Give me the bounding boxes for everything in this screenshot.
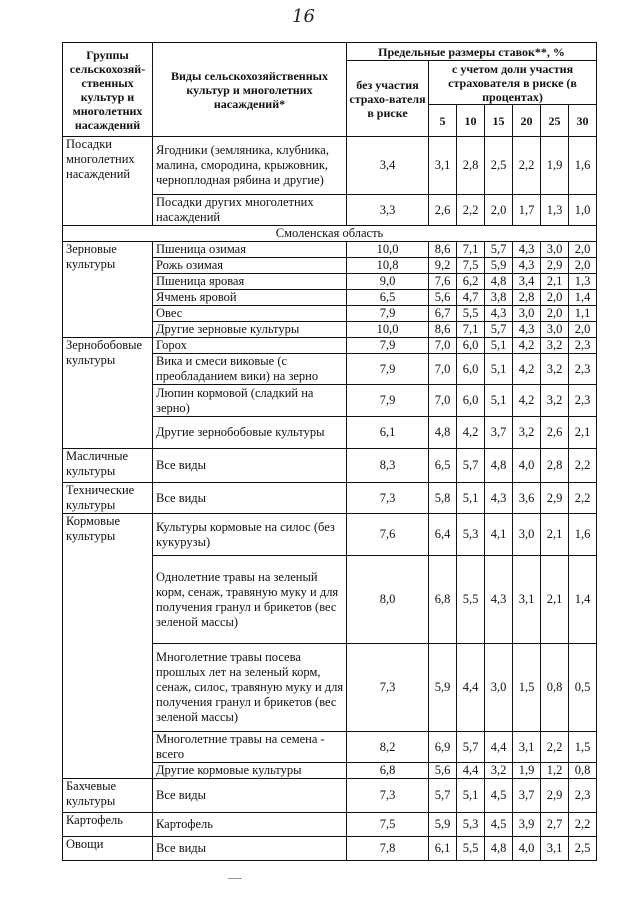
crop-group-name: Кормовые культуры bbox=[63, 514, 153, 779]
share-rate: 1,5 bbox=[513, 644, 541, 732]
crop-kind: Культуры кормовые на силос (без кукурузы) bbox=[153, 514, 347, 556]
share-rate: 2,5 bbox=[569, 837, 597, 861]
share-rate: 5,9 bbox=[485, 258, 513, 274]
crop-kind: Вика и смеси виковые (с преобладанием вики) на зерно bbox=[153, 354, 347, 385]
page-mark bbox=[228, 878, 242, 879]
share-rate: 6,8 bbox=[429, 556, 457, 644]
base-rate: 7,9 bbox=[347, 354, 429, 385]
crop-group-name: Овощи bbox=[63, 837, 153, 861]
share-rate: 3,9 bbox=[513, 813, 541, 837]
share-header: 5 bbox=[429, 105, 457, 137]
share-rate: 5,9 bbox=[429, 644, 457, 732]
share-rate: 7,0 bbox=[429, 354, 457, 385]
table-row bbox=[63, 813, 597, 837]
group-column-header: Группы сельскохозяй-ственных культур и многолетних насаждений bbox=[63, 43, 153, 137]
crop-kind: Горох bbox=[153, 338, 347, 354]
share-rate: 4,8 bbox=[485, 837, 513, 861]
share-rate: 2,1 bbox=[541, 274, 569, 290]
share-header: 10 bbox=[457, 105, 485, 137]
base-rate: 7,5 bbox=[347, 813, 429, 837]
share-rate: 2,0 bbox=[569, 322, 597, 338]
share-rate: 2,9 bbox=[541, 258, 569, 274]
share-rate: 2,3 bbox=[569, 779, 597, 813]
share-rate: 7,1 bbox=[457, 322, 485, 338]
base-rate: 10,0 bbox=[347, 322, 429, 338]
base-rate: 6,8 bbox=[347, 763, 429, 779]
share-rate: 0,8 bbox=[569, 763, 597, 779]
share-rate: 3,2 bbox=[541, 385, 569, 417]
share-rate: 0,8 bbox=[541, 644, 569, 732]
share-rate: 1,9 bbox=[513, 763, 541, 779]
share-rate: 6,5 bbox=[429, 449, 457, 483]
share-header: 20 bbox=[513, 105, 541, 137]
crop-kind: Другие зерновые культуры bbox=[153, 322, 347, 338]
share-rate: 6,9 bbox=[429, 732, 457, 763]
share-rate: 3,7 bbox=[513, 779, 541, 813]
share-rate: 5,5 bbox=[457, 306, 485, 322]
share-rate: 5,8 bbox=[429, 483, 457, 514]
share-rate: 5,6 bbox=[429, 290, 457, 306]
table-row bbox=[63, 449, 597, 483]
share-rate: 6,0 bbox=[457, 338, 485, 354]
share-rate: 4,1 bbox=[485, 514, 513, 556]
share-rate: 2,0 bbox=[541, 306, 569, 322]
region-row bbox=[63, 226, 597, 242]
base-rate: 8,3 bbox=[347, 449, 429, 483]
base-rate: 10,0 bbox=[347, 242, 429, 258]
share-rate: 8,6 bbox=[429, 242, 457, 258]
share-rate: 5,5 bbox=[457, 837, 485, 861]
share-rate: 1,1 bbox=[569, 306, 597, 322]
crop-group-name: Посадки многолетних насаждений bbox=[63, 137, 153, 226]
share-rate: 1,2 bbox=[541, 763, 569, 779]
base-rate: 9,0 bbox=[347, 274, 429, 290]
share-rate: 7,6 bbox=[429, 274, 457, 290]
share-rate: 2,1 bbox=[541, 556, 569, 644]
share-rate: 4,3 bbox=[485, 306, 513, 322]
table-row bbox=[63, 483, 597, 514]
share-rate: 2,2 bbox=[569, 813, 597, 837]
share-rate: 7,1 bbox=[457, 242, 485, 258]
share-rate: 3,1 bbox=[513, 556, 541, 644]
crop-kind: Однолетние травы на зеленый корм, сенаж, травяную муку и для получения гранул и брикетов (вес зеленой массы) bbox=[153, 556, 347, 644]
share-rate: 3,2 bbox=[485, 763, 513, 779]
share-rate: 5,7 bbox=[457, 449, 485, 483]
base-rate: 8,2 bbox=[347, 732, 429, 763]
share-rate: 2,5 bbox=[485, 137, 513, 195]
share-rate: 1,6 bbox=[569, 514, 597, 556]
kind-column-header: Виды сельскохозяйственных культур и многолетних насаждений* bbox=[153, 43, 347, 137]
crop-group-name: Картофель bbox=[63, 813, 153, 837]
share-rate: 4,3 bbox=[485, 483, 513, 514]
share-rate: 5,9 bbox=[429, 813, 457, 837]
share-rate: 4,4 bbox=[485, 732, 513, 763]
share-rate: 3,0 bbox=[513, 306, 541, 322]
crop-group-name: Зернобобовые культуры bbox=[63, 338, 153, 449]
region-name: Смоленская область bbox=[63, 226, 597, 242]
share-rate: 2,6 bbox=[541, 417, 569, 449]
crop-kind: Многолетние травы на семена - всего bbox=[153, 732, 347, 763]
share-rate: 2,3 bbox=[569, 385, 597, 417]
share-rate: 3,6 bbox=[513, 483, 541, 514]
share-rate: 8,6 bbox=[429, 322, 457, 338]
share-rate: 4,7 bbox=[457, 290, 485, 306]
share-rate: 4,2 bbox=[513, 338, 541, 354]
crop-kind: Люпин кормовой (сладкий на зерно) bbox=[153, 385, 347, 417]
share-rate: 3,8 bbox=[485, 290, 513, 306]
rate-limits-header: Предельные размеры ставок**, % bbox=[347, 43, 597, 61]
crop-kind: Многолетние травы посева прошлых лет на зеленый корм, сенаж, силос, травяную муку и для получения гранул и брикетов (вес зеленой массы) bbox=[153, 644, 347, 732]
share-rate: 2,8 bbox=[513, 290, 541, 306]
share-rate: 5,6 bbox=[429, 763, 457, 779]
share-rate: 5,5 bbox=[457, 556, 485, 644]
share-rate: 3,4 bbox=[513, 274, 541, 290]
page-number: 16 bbox=[292, 6, 315, 27]
share-rate: 4,2 bbox=[513, 385, 541, 417]
share-rate: 4,4 bbox=[457, 644, 485, 732]
table-row bbox=[63, 779, 597, 813]
base-rate: 7,9 bbox=[347, 385, 429, 417]
share-rate: 2,2 bbox=[569, 483, 597, 514]
share-rate: 7,5 bbox=[457, 258, 485, 274]
crop-kind: Все виды bbox=[153, 483, 347, 514]
base-rate: 7,9 bbox=[347, 306, 429, 322]
base-rate: 3,4 bbox=[347, 137, 429, 195]
share-rate: 5,7 bbox=[485, 322, 513, 338]
share-rate: 5,7 bbox=[485, 242, 513, 258]
share-rate: 2,9 bbox=[541, 779, 569, 813]
crop-kind: Пшеница яровая bbox=[153, 274, 347, 290]
base-rate: 10,8 bbox=[347, 258, 429, 274]
share-rate: 3,2 bbox=[541, 354, 569, 385]
share-rate: 5,1 bbox=[485, 354, 513, 385]
crop-kind: Другие кормовые культуры bbox=[153, 763, 347, 779]
crop-kind: Другие зернобобовые культуры bbox=[153, 417, 347, 449]
crop-group-name: Технические культуры bbox=[63, 483, 153, 514]
base-rate: 7,3 bbox=[347, 779, 429, 813]
crop-kind: Рожь озимая bbox=[153, 258, 347, 274]
crop-group-name: Бахчевые культуры bbox=[63, 779, 153, 813]
share-rate: 3,0 bbox=[513, 514, 541, 556]
share-rate: 3,2 bbox=[513, 417, 541, 449]
table-row bbox=[63, 242, 597, 258]
insurance-rates-table bbox=[62, 42, 597, 861]
share-rate: 6,4 bbox=[429, 514, 457, 556]
crop-kind: Ячмень яровой bbox=[153, 290, 347, 306]
share-rate: 4,8 bbox=[429, 417, 457, 449]
share-rate: 5,1 bbox=[457, 779, 485, 813]
share-rate: 3,0 bbox=[485, 644, 513, 732]
share-rate: 4,3 bbox=[513, 242, 541, 258]
base-rate: 6,1 bbox=[347, 417, 429, 449]
share-rate: 1,9 bbox=[541, 137, 569, 195]
share-rate: 2,8 bbox=[541, 449, 569, 483]
share-rate: 3,1 bbox=[541, 837, 569, 861]
share-rate: 6,7 bbox=[429, 306, 457, 322]
share-rate: 3,2 bbox=[541, 338, 569, 354]
crop-kind: Картофель bbox=[153, 813, 347, 837]
share-rate: 4,8 bbox=[485, 449, 513, 483]
base-rate: 7,6 bbox=[347, 514, 429, 556]
share-rate: 5,1 bbox=[457, 483, 485, 514]
crop-kind: Все виды bbox=[153, 779, 347, 813]
share-rate: 5,1 bbox=[485, 385, 513, 417]
share-rate: 3,1 bbox=[513, 732, 541, 763]
share-rate: 1,0 bbox=[569, 195, 597, 226]
share-rate: 1,4 bbox=[569, 290, 597, 306]
share-rate: 6,0 bbox=[457, 354, 485, 385]
crop-kind: Все виды bbox=[153, 837, 347, 861]
share-rate: 6,1 bbox=[429, 837, 457, 861]
share-rate: 4,0 bbox=[513, 837, 541, 861]
share-rate: 7,0 bbox=[429, 385, 457, 417]
share-rate: 2,0 bbox=[541, 290, 569, 306]
share-rate: 4,2 bbox=[513, 354, 541, 385]
share-rate: 2,0 bbox=[569, 242, 597, 258]
share-rate: 2,7 bbox=[541, 813, 569, 837]
table-row bbox=[63, 514, 597, 556]
share-rate: 2,8 bbox=[457, 137, 485, 195]
base-rate: 6,5 bbox=[347, 290, 429, 306]
share-rate: 5,3 bbox=[457, 813, 485, 837]
share-rate: 2,3 bbox=[569, 354, 597, 385]
share-rate: 2,9 bbox=[541, 483, 569, 514]
share-rate: 1,4 bbox=[569, 556, 597, 644]
share-rate: 4,2 bbox=[457, 417, 485, 449]
share-rate: 1,3 bbox=[541, 195, 569, 226]
share-rate: 3,0 bbox=[541, 242, 569, 258]
crop-kind: Пшеница озимая bbox=[153, 242, 347, 258]
base-rate: 7,8 bbox=[347, 837, 429, 861]
share-rate: 2,2 bbox=[541, 732, 569, 763]
share-participation-header: с учетом доли участия страхователя в риске (в процентах) bbox=[429, 61, 597, 105]
share-header: 30 bbox=[569, 105, 597, 137]
share-rate: 7,0 bbox=[429, 338, 457, 354]
share-rate: 6,2 bbox=[457, 274, 485, 290]
share-rate: 5,1 bbox=[485, 338, 513, 354]
share-rate: 4,3 bbox=[485, 556, 513, 644]
share-rate: 5,3 bbox=[457, 514, 485, 556]
share-rate: 2,6 bbox=[429, 195, 457, 226]
share-rate: 3,0 bbox=[541, 322, 569, 338]
base-rate: 7,3 bbox=[347, 644, 429, 732]
share-rate: 1,7 bbox=[513, 195, 541, 226]
share-rate: 5,7 bbox=[429, 779, 457, 813]
share-rate: 3,1 bbox=[429, 137, 457, 195]
share-rate: 4,8 bbox=[485, 274, 513, 290]
share-rate: 4,3 bbox=[513, 258, 541, 274]
without-participation-header: без участия страхо-вателя в риске bbox=[347, 61, 429, 137]
crop-kind: Все виды bbox=[153, 449, 347, 483]
crop-group-name: Масличные культуры bbox=[63, 449, 153, 483]
share-rate: 2,2 bbox=[569, 449, 597, 483]
share-rate: 4,5 bbox=[485, 779, 513, 813]
share-rate: 6,0 bbox=[457, 385, 485, 417]
share-rate: 2,1 bbox=[569, 417, 597, 449]
base-rate: 8,0 bbox=[347, 556, 429, 644]
share-rate: 4,5 bbox=[485, 813, 513, 837]
table-body bbox=[63, 137, 597, 861]
share-rate: 4,3 bbox=[513, 322, 541, 338]
share-rate: 5,7 bbox=[457, 732, 485, 763]
base-rate: 7,3 bbox=[347, 483, 429, 514]
base-rate: 3,3 bbox=[347, 195, 429, 226]
share-rate: 2,1 bbox=[541, 514, 569, 556]
share-rate: 3,7 bbox=[485, 417, 513, 449]
share-rate: 2,0 bbox=[569, 258, 597, 274]
crop-kind: Ягодники (земляника, клубника, малина, смородина, крыжовник, черноплодная рябина и другие) bbox=[153, 137, 347, 195]
share-rate: 4,0 bbox=[513, 449, 541, 483]
share-header: 25 bbox=[541, 105, 569, 137]
share-rate: 0,5 bbox=[569, 644, 597, 732]
share-rate: 1,5 bbox=[569, 732, 597, 763]
share-rate: 1,6 bbox=[569, 137, 597, 195]
crop-group-name: Зерновые культуры bbox=[63, 242, 153, 338]
crop-kind: Посадки других многолетних насаждений bbox=[153, 195, 347, 226]
table-row bbox=[63, 137, 597, 195]
table-row bbox=[63, 837, 597, 861]
crop-kind: Овес bbox=[153, 306, 347, 322]
share-rate: 1,3 bbox=[569, 274, 597, 290]
base-rate: 7,9 bbox=[347, 338, 429, 354]
share-rate: 9,2 bbox=[429, 258, 457, 274]
share-header: 15 bbox=[485, 105, 513, 137]
share-rate: 2,2 bbox=[513, 137, 541, 195]
share-rate: 4,4 bbox=[457, 763, 485, 779]
share-rate: 2,2 bbox=[457, 195, 485, 226]
share-rate: 2,3 bbox=[569, 338, 597, 354]
table-row bbox=[63, 338, 597, 354]
share-rate: 2,0 bbox=[485, 195, 513, 226]
